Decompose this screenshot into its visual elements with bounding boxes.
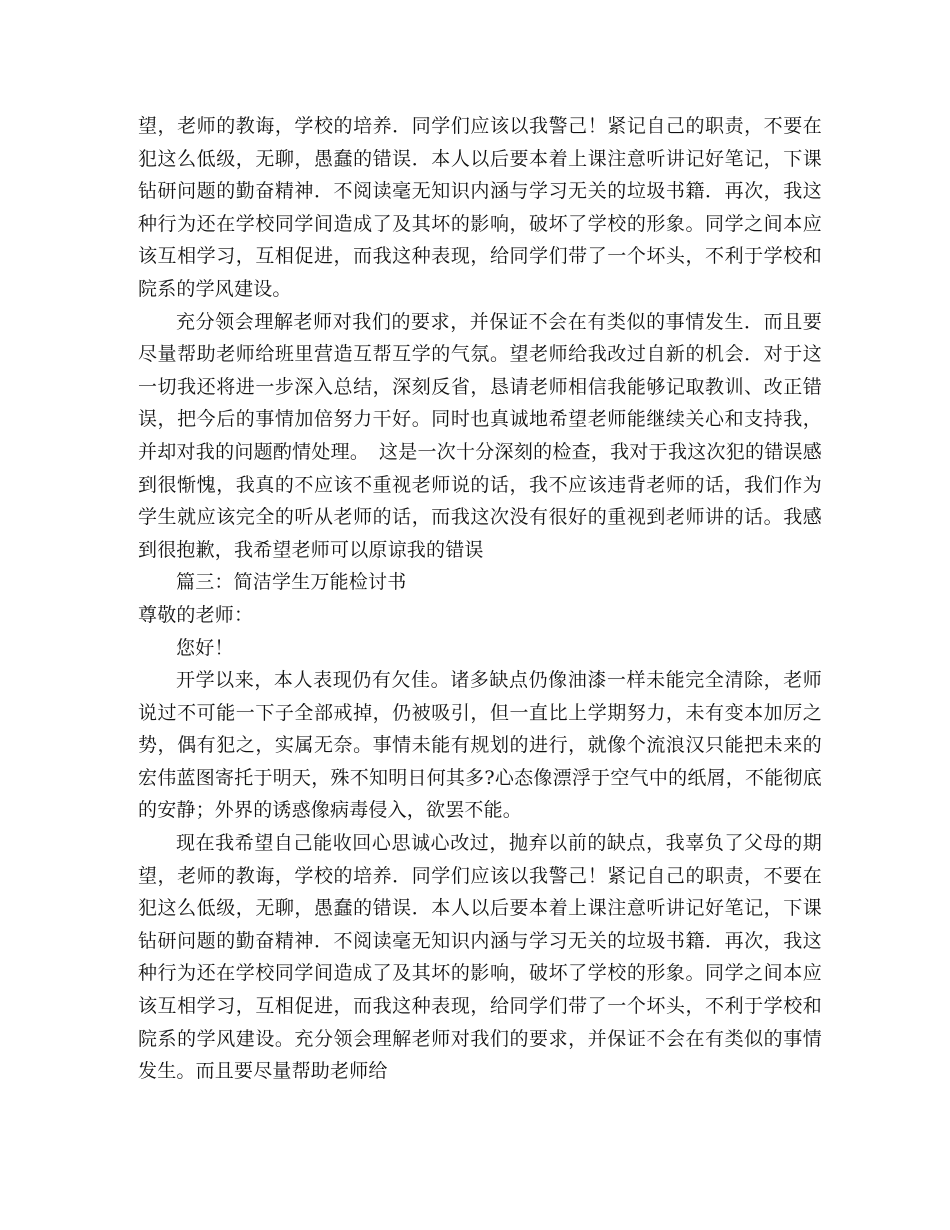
document-body [138, 110, 822, 1088]
paragraph-4: 现在我希望自己能收回心思诚心改过，抛弃以前的缺点，我辜负了父母的期望，老师的教诲，学校的培养．同学们应该以我警己！紧记自己的职责，不要在犯这么低级，无聊，愚蠢的错误．本人以后要本着上课注意听讲记好笔记，下课钻研问题的勤奋精神．不阅读毫无知识内涵与学习无关的垃圾书籍．再次，我这种行为还在学校同学间造成了及其坏的影响，破坏了学校的形象。同学之间本应该互相学习，互相促进，而我这种表现，给同学们带了一个坏头，不利于学校和院系的学风建设。充分领会理解老师对我们的要求，并保证不会在有类似的事情发生。而且要尽量帮助老师给 [138, 832, 822, 1083]
paragraph-3: 开学以来，本人表现仍有欠佳。诸多缺点仍像油漆一样未能完全清除，老师说过不可能一下子全部戒掉，仍被吸引，但一直比上学期努力，未有变本加厉之势，偶有犯之，实属无奈。事情未能有规划的进行，就像个流浪汉只能把未来的宏伟蓝图寄托于明天，殊不知明日何其多?心态像漂浮于空气中的纸屑，不能彻底的安静；外界的诱惑像病毒侵入，欲罢不能。 [138, 669, 822, 822]
paragraph-2: 充分领会理解老师对我们的要求，并保证不会在有类似的事情发生．而且要尽量帮助老师给班里营造互帮互学的气氛。望老师给我改过自新的机会．对于这一切我还将进一步深入总结，深刻反省，恳请老师相信我能够记取教训、改正错误，把今后的事情加倍努力干好。同时也真诚地希望老师能继续关心和支持我，并却对我的问题酌情处理。 这是一次十分深刻的检查，我对于我这次犯的错误感到很惭愧，我真的不应该不重视老师说的话，我不应该违背老师的话，我们作为学生就应该完全的听从老师的话，而我这次没有很好的重视到老师讲的话。我感到很抱歉，我希望老师可以原谅我的错误 [138, 310, 822, 561]
salutation: 尊敬的老师： [138, 603, 254, 626]
paragraph-1: 望，老师的教诲，学校的培养．同学们应该以我警己！紧记自己的职责，不要在犯这么低级，无聊，愚蠢的错误．本人以后要本着上课注意听讲记好笔记，下课钻研问题的勤奋精神．不阅读毫无知识内涵与学习无关的垃圾书籍．再次，我这种行为还在学校同学间造成了及其坏的影响，破坏了学校的形象。同学之间本应该互相学习，互相促进，而我这种表现，给同学们带了一个坏头，不利于学校和院系的学风建设。 [138, 115, 822, 300]
section-heading: 篇三：简洁学生万能检讨书 [176, 571, 407, 594]
greeting: 您好！ [176, 636, 234, 659]
